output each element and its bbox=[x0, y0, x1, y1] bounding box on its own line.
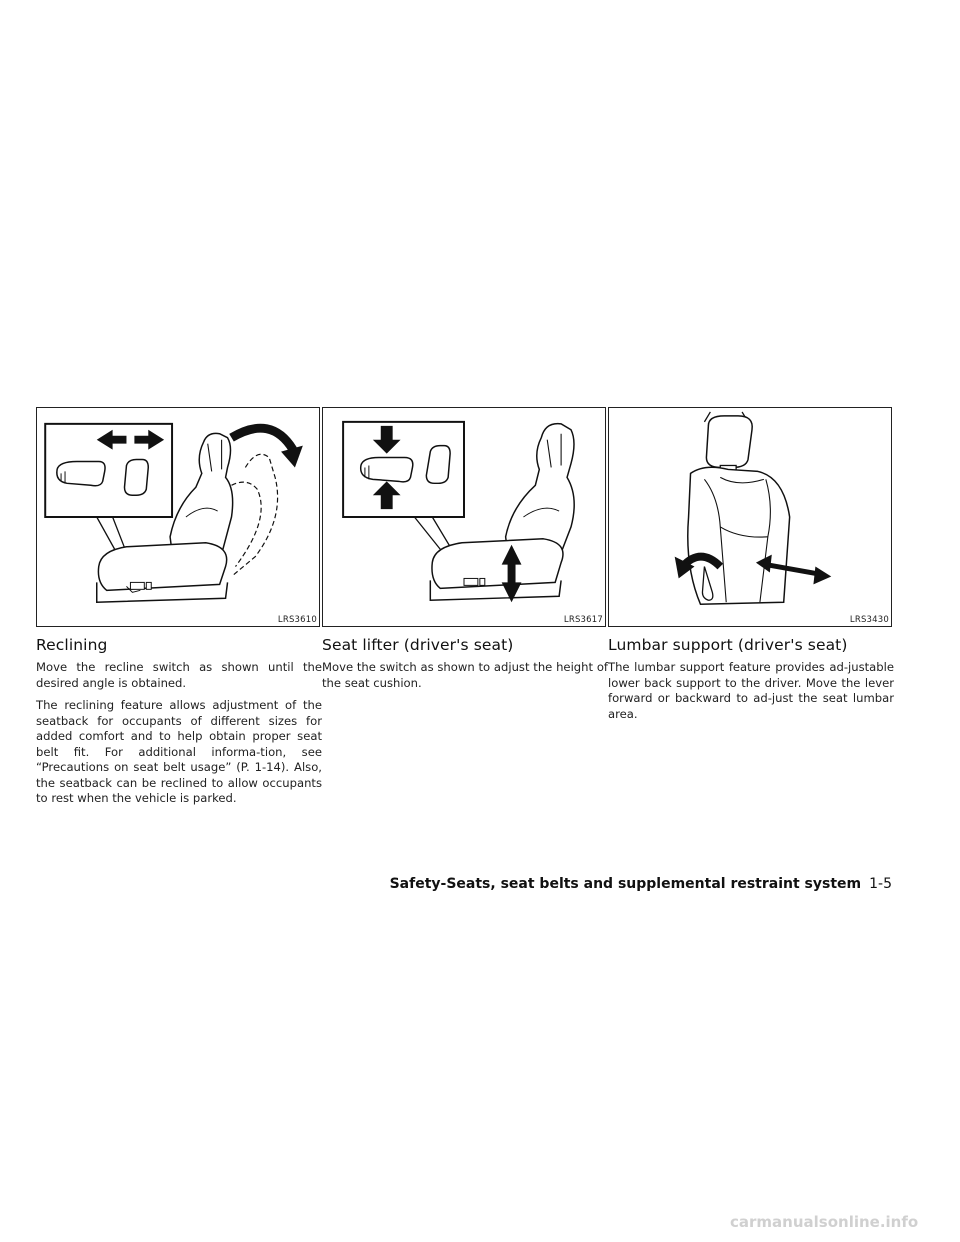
seat-lifter-drawing bbox=[323, 408, 605, 626]
seat-lifter-illustration bbox=[322, 407, 606, 627]
footer-section-title: Safety-Seats, seat belts and supplemental restraint system bbox=[389, 876, 862, 892]
recline-seat-drawing bbox=[37, 408, 319, 626]
lumbar-support-section bbox=[608, 407, 894, 729]
page-number: 1-5 bbox=[869, 876, 892, 892]
seat-lifter-section bbox=[322, 407, 608, 698]
figure-code: LRS3617 bbox=[563, 615, 603, 625]
section-title: Reclining bbox=[36, 636, 108, 654]
body-paragraph: The lumbar support feature provides ad-justable lower back support to the driver. Move the lever forward or backward to ad-just the seat lumbar area. bbox=[608, 660, 894, 721]
lumbar-illustration bbox=[608, 407, 892, 627]
section-title: Lumbar support (driver's seat) bbox=[608, 636, 848, 654]
watermark: carmanualsonline.info bbox=[730, 1213, 919, 1231]
lumbar-seat-drawing bbox=[609, 408, 891, 626]
figure-code: LRS3430 bbox=[849, 615, 889, 625]
reclining-section bbox=[36, 407, 322, 814]
recline-illustration bbox=[36, 407, 320, 627]
page-footer bbox=[390, 876, 892, 892]
figure-code: LRS3610 bbox=[277, 615, 317, 625]
body-paragraph: Move the switch as shown to adjust the height of the seat cushion. bbox=[322, 660, 608, 690]
body-paragraph: The reclining feature allows adjustment of the seatback for occupants of different sizes for added comfort and to help obtain proper seat belt fit. For additional informa-tion, see “Precautions on seat belt usage” (P. 1-14). Also, the seatback can be reclined to allow occupants to rest when the vehicle is parked. bbox=[36, 698, 322, 805]
section-title: Seat lifter (driver's seat) bbox=[322, 636, 514, 654]
body-paragraph: Move the recline switch as shown until the desired angle is obtained. bbox=[36, 660, 322, 690]
